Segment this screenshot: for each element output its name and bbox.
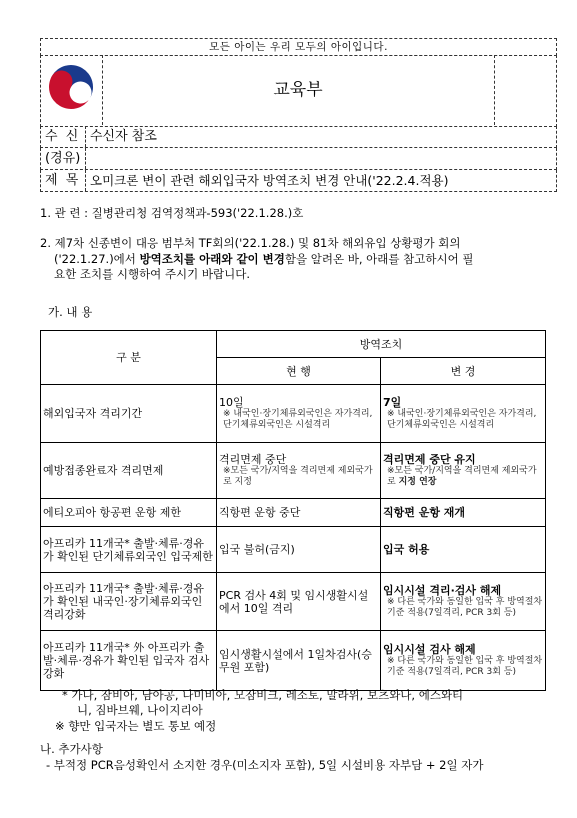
- row-label: 아프리카 11개국* 출발·체류·경유가 확인된 단기체류외국인 입국제한: [41, 527, 217, 573]
- body-text-emphasis: 방역조치를 아래와 같이 변경: [139, 251, 285, 266]
- column-header: 구 분: [41, 331, 217, 385]
- cell-text: 격리면제 중단: [219, 453, 287, 466]
- field-label: 제 목: [45, 173, 81, 188]
- change-cell: 직항편 운항 재개: [381, 499, 546, 527]
- field-row-recipient: [40, 126, 557, 148]
- column-header: 변 경: [381, 358, 546, 385]
- notice-footnote: ※ 향만 입국자는 별도 통보 예정: [55, 719, 217, 733]
- cell-text: 10일: [219, 396, 244, 409]
- table-row: [41, 573, 546, 631]
- body-line: 2. 제7차 신종변이 대응 범부처 TF회의('22.1.28.) 및 81차 해외유입 상황평가 회의: [40, 236, 461, 250]
- divider: [85, 126, 86, 147]
- divider: [494, 55, 495, 125]
- field-row-via: [40, 148, 557, 170]
- section-heading: 나. 추가사항: [40, 742, 103, 756]
- cell-text: 임시시설 검사 해제: [383, 643, 476, 656]
- change-cell: [381, 443, 546, 499]
- field-row-subject: [40, 170, 557, 192]
- body-line: 요한 조치를 시행하여 주시기 바랍니다.: [54, 267, 251, 281]
- column-header: 방역조치: [217, 331, 546, 358]
- country-footnote: * 가나, 잠비아, 남아공, 나미비아, 모잠비크, 레소토, 말라위, 보츠와나, 에스와티: [62, 688, 464, 702]
- row-label: 예방접종완료자 격리면제: [41, 443, 217, 499]
- cell-note: ※ 다른 국가와 동일한 입국 후 방역절차 기준 적용(7일격리, PCR 3회 등): [387, 656, 543, 677]
- cell-note: [383, 466, 543, 488]
- current-cell: 임시생활시설에서 1일차검사(승무원 포함): [217, 631, 381, 691]
- cell-note: ※ 내국인·장기체류외국인은 자가격리, 단기체류외국인은 시설격리: [223, 409, 373, 430]
- field-value: 오미크론 변이 관련 해외입국자 방역조치 변경 안내('22.2.4.적용): [90, 173, 449, 188]
- reference-line: 1. 관 련 : 질병관리청 검역정책과-593('22.1.28.)호: [40, 206, 304, 220]
- cell-text: 임시시설 격리·검사 해제: [383, 584, 502, 597]
- table-row: [41, 443, 546, 499]
- current-cell: 직항편 운항 중단: [217, 499, 381, 527]
- cell-text: 7일: [383, 396, 402, 409]
- table-row: [41, 631, 546, 691]
- field-value: 수신자 참조: [90, 129, 157, 144]
- note-text: ※모든 국가/지역을 격리면제 제외국가로: [387, 466, 537, 487]
- body-line: - 부적정 PCR음성확인서 소지한 경우(미소지자 포함), 5일 시설비용 자부담 + 2일 자가: [46, 758, 484, 772]
- body-text: ('22.1.27.)에서: [54, 251, 140, 266]
- organization-name: 교육부: [273, 80, 323, 100]
- field-label: (경유): [45, 151, 81, 166]
- row-label: 에티오피아 항공편 운항 제한: [41, 499, 217, 527]
- body-line: [40, 252, 555, 268]
- current-cell: [217, 385, 381, 443]
- change-cell: [381, 631, 546, 691]
- note-emphasis: 지정 연장: [398, 477, 437, 487]
- column-header: 현 행: [217, 358, 381, 385]
- row-label: 아프리카 11개국* 출발·체류·경유가 확인된 내국인·장기체류외국인 격리강화: [41, 573, 217, 631]
- change-cell: 입국 허용: [381, 527, 546, 573]
- current-cell: PCR 검사 4회 및 임시생활시설에서 10일 격리: [217, 573, 381, 631]
- table-row: [41, 385, 546, 443]
- taegeuk-logo-icon: [45, 59, 97, 121]
- measures-table: [40, 330, 546, 691]
- current-cell: 입국 불허(금지): [217, 527, 381, 573]
- section-heading: 가. 내 용: [48, 305, 93, 319]
- row-label: 해외입국자 격리기간: [41, 385, 217, 443]
- divider: [85, 170, 86, 191]
- cell-note: ※모든 국가/지역을 격리면제 제외국가로 지정: [223, 466, 373, 487]
- slogan-banner: 모든 아이는 우리 모두의 아이입니다.: [40, 38, 557, 56]
- cell-text: 격리면제 중단 유지: [383, 453, 476, 466]
- country-footnote: 니, 짐바브웨, 나이지리아: [77, 703, 203, 717]
- divider: [85, 148, 86, 169]
- change-cell: [381, 385, 546, 443]
- current-cell: [217, 443, 381, 499]
- cell-note: ※ 내국인·장기체류외국인은 자가격리, 단기체류외국인은 시설격리: [387, 409, 537, 430]
- table-row: [41, 499, 546, 527]
- row-label: 아프리카 11개국* 外 아프리카 출발·체류·경유가 확인된 입국자 검사강화: [41, 631, 217, 691]
- table-row: [41, 527, 546, 573]
- body-paragraph: [40, 236, 555, 283]
- cell-note: ※ 다른 국가와 동일한 입국 후 방역절차 기준 적용(7일격리, PCR 3회 등): [387, 597, 543, 618]
- body-text: 함을 알려온 바, 아래를 참고하시어 필: [284, 251, 474, 266]
- change-cell: [381, 573, 546, 631]
- field-label: 수 신: [45, 129, 81, 144]
